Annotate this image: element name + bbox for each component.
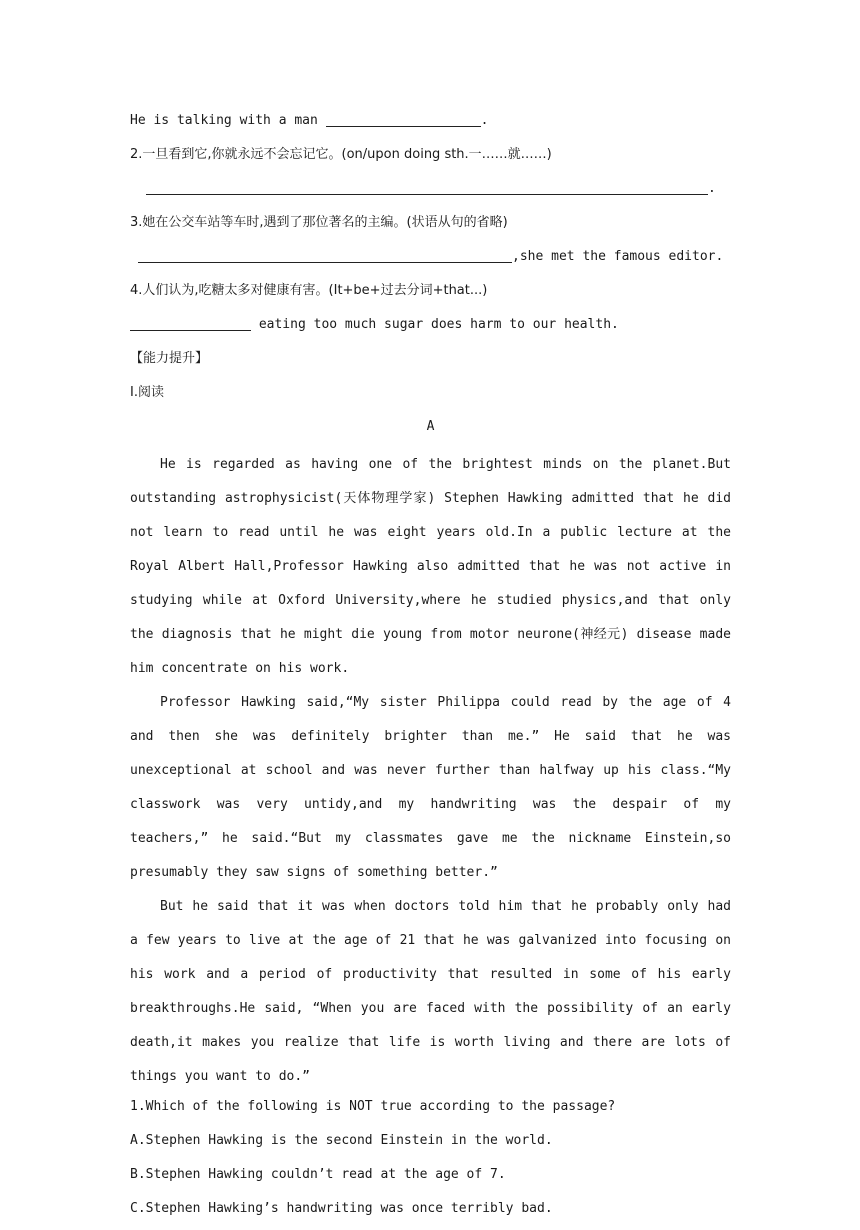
question-3: 3.她在公交车站等车时,遇到了那位著名的主编。(状语从句的省略) (130, 215, 508, 230)
section-heading: 【能力提升】 (130, 351, 209, 366)
option-a[interactable]: A.Stephen Hawking is the second Einstein in the world. (130, 1133, 553, 1148)
passage-paragraph-3: But he said that it was when doctors told him that he probably only had a few years to live at the age of 21 that he was galvanized into focusing on his work and a period of productivity that resulted in some of his early breakthroughs.He said, “When you are faced with the possibility of an early death,it makes you realize that life is worth living and there are lots of things you want to do.” (130, 899, 731, 1084)
answer-blank-1[interactable] (326, 110, 481, 127)
question-4-answer-line (130, 312, 731, 346)
exercise-1-text: He is talking with a man (130, 113, 318, 128)
question-2-answer-line (130, 176, 731, 210)
option-c[interactable]: C.Stephen Hawking’s handwriting was once terribly bad. (130, 1201, 553, 1216)
exercise-1-end: . (480, 113, 489, 128)
answer-blank-3[interactable] (138, 246, 512, 263)
question-3-tail: ,she met the famous editor. (512, 249, 724, 264)
question-4-tail: eating too much sugar does harm to our health. (251, 317, 619, 332)
answer-blank-2[interactable] (146, 178, 708, 195)
passage-label: A (426, 419, 435, 434)
exercise-line-1 (130, 108, 731, 142)
reading-part-title: Ⅰ.阅读 (130, 385, 164, 400)
worksheet-page (130, 108, 731, 1230)
question-4: 4.人们认为,吃糖太多对健康有害。(It+be+过去分词+that...) (130, 283, 488, 298)
question-3-answer-line (130, 244, 731, 278)
passage-paragraph-2: Professor Hawking said,“My sister Philippa could read by the age of 4 and then she was definitely brighter than me.” He said that he was unexceptional at school and was never further than halfway up his class.“My classwork was very untidy,and my handwriting was the despair of my teachers,” he said.“But my classmates gave me the nickname Einstein,so presumably they saw signs of something better.” (130, 695, 731, 880)
option-b[interactable]: B.Stephen Hawking couldn’t read at the age of 7. (130, 1167, 506, 1182)
question-2-end: . (708, 181, 716, 196)
passage-paragraph-1: He is regarded as having one of the brightest minds on the planet.But outstanding astrophysicist(天体物理学家) Stephen Hawking admitted that he did not learn to read until he was eight years old.In a public lecture at the Royal Albert Hall,Professor Hawking also admitted that he was not active in studying while at Oxford University,where he studied physics,and that only the diagnosis that he might die young from motor neurone(神经元) disease made him concentrate on his work. (130, 457, 731, 676)
answer-blank-4[interactable] (130, 314, 251, 331)
question-stem: 1.Which of the following is NOT true according to the passage? (130, 1099, 616, 1114)
question-2: 2.一旦看到它,你就永远不会忘记它。(on/upon doing sth.一……就……) (130, 147, 552, 162)
